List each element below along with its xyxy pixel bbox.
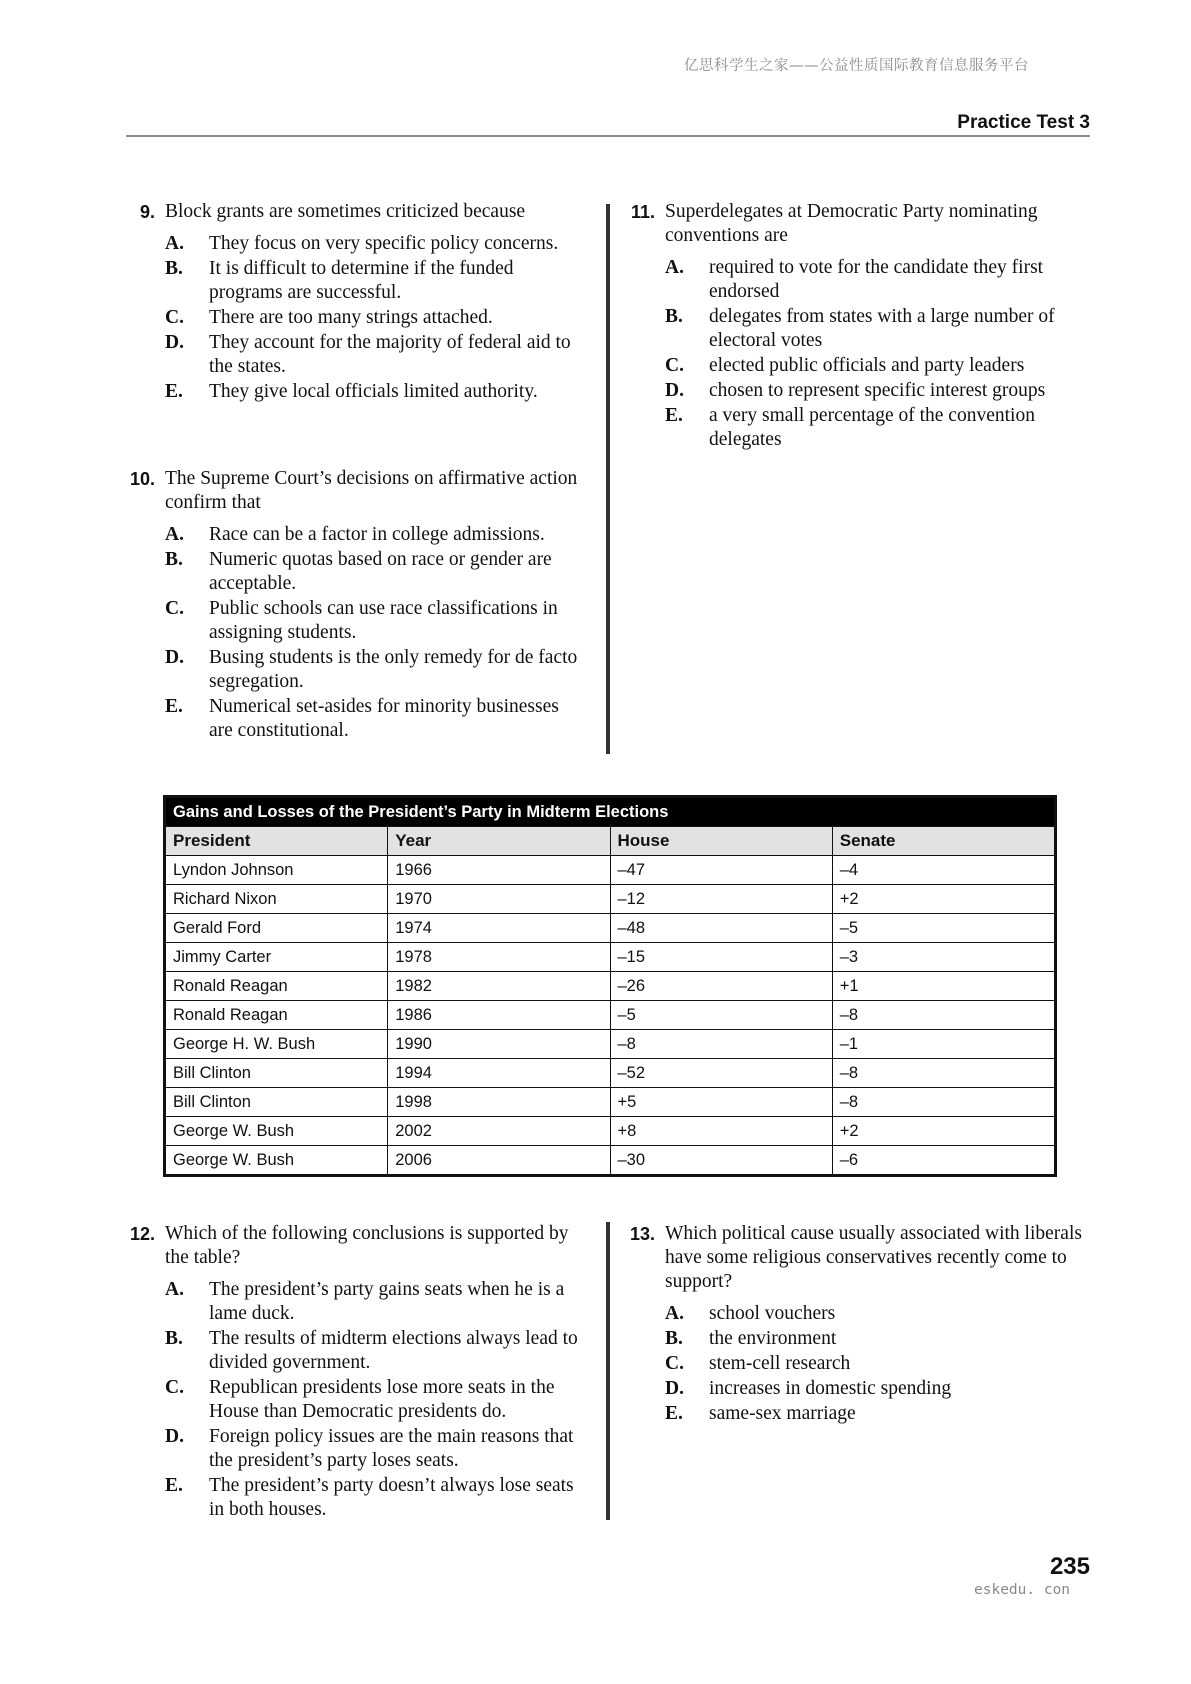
choice-letter: A. [165,524,184,545]
choice-letter: A. [165,233,184,254]
choice-text: There are too many strings attached. [209,307,493,328]
answer-choice-e[interactable] [165,695,586,743]
cell-house: –5 [610,1001,832,1030]
header-divider [126,135,1090,137]
table-row [166,856,1055,885]
choice-letter: C. [165,1377,184,1398]
cell-house: +8 [610,1117,832,1146]
cell-president: Bill Clinton [166,1088,388,1117]
choice-text: Numeric quotas based on race or gender are acceptable. [209,549,552,594]
question-number: 10. [129,469,155,489]
choice-letter: C. [165,598,184,619]
data-table [165,797,1055,1175]
choice-text: Republican presidents lose more seats in the House than Democratic presidents do. [209,1377,555,1422]
question-number: 13. [629,1224,655,1244]
answer-choices [165,1278,590,1522]
table-row [166,1030,1055,1059]
answer-choice-a[interactable] [165,523,586,547]
answer-choice-e[interactable] [665,1402,1090,1426]
choice-text: The results of midterm elections always lead to divided government. [209,1328,578,1373]
choice-text: elected public officials and party leaders [709,355,1025,376]
choice-letter: D. [165,332,184,353]
answer-choice-e[interactable] [665,404,1090,452]
choice-text: required to vote for the candidate they first endorsed [709,257,1044,302]
answer-choices [165,232,586,404]
cell-house: –8 [610,1030,832,1059]
cell-year: 1998 [388,1088,610,1117]
page-number: 235 [1049,1553,1090,1580]
answer-choices [165,523,586,743]
cell-house: +5 [610,1088,832,1117]
question-stem: Which of the following conclusions is supported by the table? [165,1223,569,1268]
answer-choice-a[interactable] [165,232,586,256]
choice-text: stem-cell research [709,1353,851,1374]
cell-senate: –8 [832,1088,1054,1117]
table-row [166,1088,1055,1117]
answer-choice-b[interactable] [165,1327,590,1375]
choice-text: The president’s party doesn’t always lose seats in both houses. [209,1475,574,1520]
table-row [166,943,1055,972]
choice-text: a very small percentage of the convention delegates [709,405,1035,450]
cell-year: 1994 [388,1059,610,1088]
question-9 [126,200,586,405]
column-header-house: House [610,827,832,856]
choice-letter: B. [665,306,683,327]
choice-text: delegates from states with a large number of electoral votes [709,306,1055,351]
column-divider-bottom [606,1222,610,1520]
cell-house: –12 [610,885,832,914]
choice-letter: C. [165,307,184,328]
cell-president: Lyndon Johnson [166,856,388,885]
answer-choice-e[interactable] [165,1474,590,1522]
question-stem: The Supreme Court’s decisions on affirmative action confirm that [165,468,578,513]
choice-text: chosen to represent specific interest groups [709,380,1046,401]
cell-senate: –5 [832,914,1054,943]
table-row [166,1117,1055,1146]
cell-president: George W. Bush [166,1117,388,1146]
choice-letter: B. [165,1328,183,1349]
cell-year: 1966 [388,856,610,885]
cell-senate: –3 [832,943,1054,972]
cell-president: Ronald Reagan [166,972,388,1001]
cell-senate: –8 [832,1059,1054,1088]
cell-president: George W. Bush [166,1146,388,1175]
cell-year: 1990 [388,1030,610,1059]
cell-senate: +2 [832,885,1054,914]
cell-senate: –8 [832,1001,1054,1030]
answer-choice-c[interactable] [165,1376,590,1424]
choice-letter: D. [665,380,684,401]
cell-president: Bill Clinton [166,1059,388,1088]
choice-letter: E. [165,381,183,402]
cell-president: George H. W. Bush [166,1030,388,1059]
answer-choice-c[interactable] [165,597,586,645]
cell-senate: +2 [832,1117,1054,1146]
choice-letter: A. [665,1303,684,1324]
choice-text: Foreign policy issues are the main reasons that the president’s party loses seats. [209,1426,574,1471]
answer-choice-d[interactable] [665,1377,1090,1401]
answer-choice-c[interactable] [165,306,586,330]
table-title: Gains and Losses of the President’s Party in Midterm Elections [166,798,1055,827]
choice-letter: A. [165,1279,184,1300]
column-header-president: President [166,827,388,856]
choice-letter: D. [665,1378,684,1399]
answer-choice-d[interactable] [665,379,1090,403]
choice-letter: B. [165,549,183,570]
question-11 [626,200,1090,453]
choice-text: They account for the majority of federal aid to the states. [209,332,571,377]
choice-letter: C. [665,355,684,376]
choice-letter: B. [665,1328,683,1349]
table-row [166,885,1055,914]
choice-text: school vouchers [709,1303,836,1324]
answer-choice-a[interactable] [665,1302,1090,1326]
choice-letter: E. [165,696,183,717]
cell-year: 1986 [388,1001,610,1030]
question-number: 9. [139,202,155,222]
choice-text: same-sex marriage [709,1403,856,1424]
table-row [166,1146,1055,1175]
question-stem: Block grants are sometimes criticized because [165,201,526,222]
choice-letter: A. [665,257,684,278]
question-10 [126,467,586,744]
cell-senate: –1 [832,1030,1054,1059]
cell-year: 2002 [388,1117,610,1146]
answer-choice-e[interactable] [165,380,586,404]
choice-text: the environment [709,1328,837,1349]
choice-letter: D. [165,1426,184,1447]
cell-house: –48 [610,914,832,943]
midterm-results-table [163,795,1057,1177]
choice-letter: C. [665,1353,684,1374]
answer-choice-d[interactable] [165,331,586,379]
choice-text: The president’s party gains seats when he is a lame duck. [209,1279,565,1324]
table-row [166,972,1055,1001]
table-header-row [166,827,1055,856]
cell-senate: –4 [832,856,1054,885]
column-header-year: Year [388,827,610,856]
choice-text: increases in domestic spending [709,1378,952,1399]
choice-letter: D. [165,647,184,668]
question-12 [126,1222,590,1523]
site-watermark: eskedu. con [974,1582,1071,1598]
cell-year: 2006 [388,1146,610,1175]
cell-year: 1974 [388,914,610,943]
question-number: 11. [630,202,655,222]
answer-choice-a[interactable] [665,256,1090,304]
answer-choices [665,1302,1090,1426]
answer-choices [665,256,1090,452]
cell-house: –30 [610,1146,832,1175]
cell-senate: –6 [832,1146,1054,1175]
choice-text: Public schools can use race classifications in assigning students. [209,598,558,643]
column-divider-top [606,204,610,754]
choice-text: Busing students is the only remedy for de facto segregation. [209,647,578,692]
cell-president: Gerald Ford [166,914,388,943]
answer-choice-d[interactable] [165,646,586,694]
cell-president: Ronald Reagan [166,1001,388,1030]
table-row [166,1001,1055,1030]
cell-house: –47 [610,856,832,885]
question-13 [626,1222,1090,1427]
cell-house: –15 [610,943,832,972]
answer-choice-c[interactable] [665,1352,1090,1376]
choice-text: Race can be a factor in college admissions. [209,524,545,545]
choice-text: It is difficult to determine if the funded programs are successful. [209,258,514,303]
answer-choice-a[interactable] [165,1278,590,1326]
cell-president: Jimmy Carter [166,943,388,972]
table-row [166,1059,1055,1088]
answer-choice-d[interactable] [165,1425,590,1473]
column-header-senate: Senate [832,827,1054,856]
choice-text: Numerical set-asides for minority businesses are constitutional. [209,696,559,741]
cell-year: 1978 [388,943,610,972]
table-row [166,914,1055,943]
answer-choice-b[interactable] [165,548,586,596]
cell-president: Richard Nixon [166,885,388,914]
answer-choice-c[interactable] [665,354,1090,378]
choice-letter: E. [665,405,683,426]
question-number: 12. [129,1224,155,1244]
question-stem: Superdelegates at Democratic Party nominating conventions are [665,201,1038,246]
cell-year: 1982 [388,972,610,1001]
answer-choice-b[interactable] [665,1327,1090,1351]
cell-year: 1970 [388,885,610,914]
running-head: Practice Test 3 [957,112,1090,133]
cell-house: –52 [610,1059,832,1088]
choice-text: They give local officials limited authority. [209,381,538,402]
cell-senate: +1 [832,972,1054,1001]
watermark-text: 亿思科学生之家——公益性质国际教育信息服务平台 [684,58,1029,74]
choice-letter: B. [165,258,183,279]
choice-letter: E. [165,1475,183,1496]
table-body [166,856,1055,1175]
answer-choice-b[interactable] [665,305,1090,353]
question-stem: Which political cause usually associated with liberals have some religious conservatives recently come to support? [665,1223,1082,1292]
cell-house: –26 [610,972,832,1001]
choice-text: They focus on very specific policy concerns. [209,233,559,254]
answer-choice-b[interactable] [165,257,586,305]
choice-letter: E. [665,1403,683,1424]
